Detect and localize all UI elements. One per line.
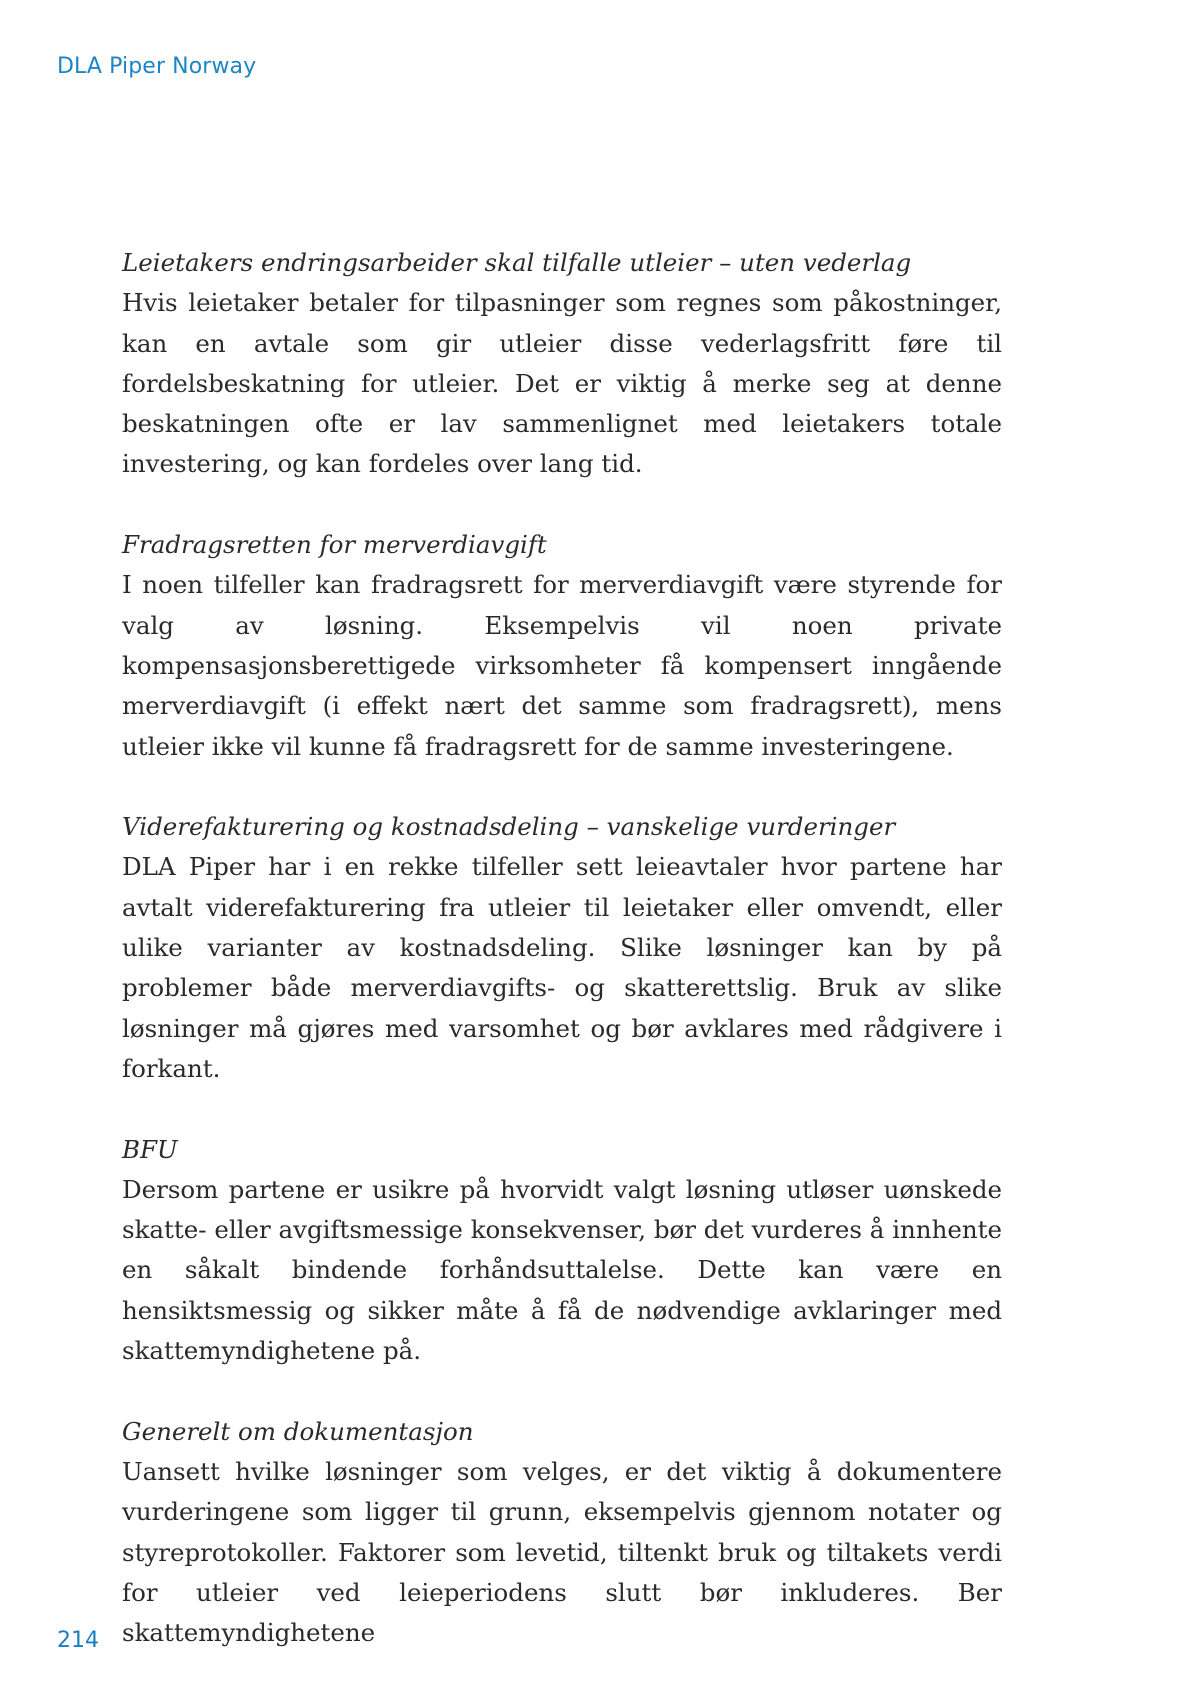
page-number: 214 [57, 1628, 99, 1653]
section-dokumentasjon [122, 1412, 1002, 1654]
section-heading: Generelt om dokumentasjon [122, 1416, 474, 1446]
section-heading: BFU [122, 1134, 178, 1164]
section-body: Hvis leietaker betaler for tilpasninger som regnes som påkostninger, kan en avtale som gir utleier disse vederlagsfritt føre til fordelsbeskatning for utleier. Det er viktig å merke seg at denne beskatningen ofte er lav sammenlignet med leietakers totale investering, og kan fordeles over lang tid. [122, 288, 1002, 479]
running-header: DLA Piper Norway [57, 54, 257, 79]
section-body: DLA Piper har i en rekke tilfeller sett leieavtaler hvor partene har avtalt viderefakturering fra utleier til leietaker eller omvendt, eller ulike varianter av kostnadsdeling. Slike løsninger kan by på problemer både merverdiavgifts- og skatterettslig. Bruk av slike løsninger må gjøres med varsomhet og bør avklares med rådgivere i forkant. [122, 852, 1002, 1083]
section-fradragsretten [122, 525, 1002, 767]
section-viderefakturering [122, 807, 1002, 1089]
page-content [122, 243, 1002, 1694]
section-heading: Viderefakturering og kostnadsdeling – vanskelige vurderinger [122, 812, 896, 842]
section-heading: Fradragsretten for merverdiavgift [122, 530, 547, 560]
section-heading: Leietakers endringsarbeider skal tilfalle utleier – uten vederlag [122, 248, 912, 277]
section-body: Dersom partene er usikre på hvorvidt valgt løsning utløser uønskede skatte- eller avgiftsmessige konsekvenser, bør det vurderes å innhente en såkalt bindende forhåndsuttalelse. Dette kan være en hensiktsmessig og sikker måte å få de nødvendige avklaringer med skattemyndighetene på. [122, 1174, 1002, 1366]
section-body: Uansett hvilke løsninger som velges, er det viktig å dokumentere vurderingene som ligger til grunn, eksempelvis gjennom notater og styreprotokoller. Faktorer som levetid, tiltenkt bruk og tiltakets verdi for utleier ved leieperiodens slutt bør inkluderes. Ber skattemyndighetene [122, 1456, 1002, 1648]
section-body: I noen tilfeller kan fradragsrett for merverdiavgift være styrende for valg av løsning. Eksempelvis vil noen private kompensasjonsberettigede virksomheter få kompensert inngående merverdiavgift (i effekt nært det samme som fradragsrett), mens utleier ikke vil kunne få fradragsrett for de samme investeringene. [122, 570, 1002, 761]
section-endringsarbeider [122, 243, 1002, 485]
section-bfu [122, 1130, 1002, 1372]
